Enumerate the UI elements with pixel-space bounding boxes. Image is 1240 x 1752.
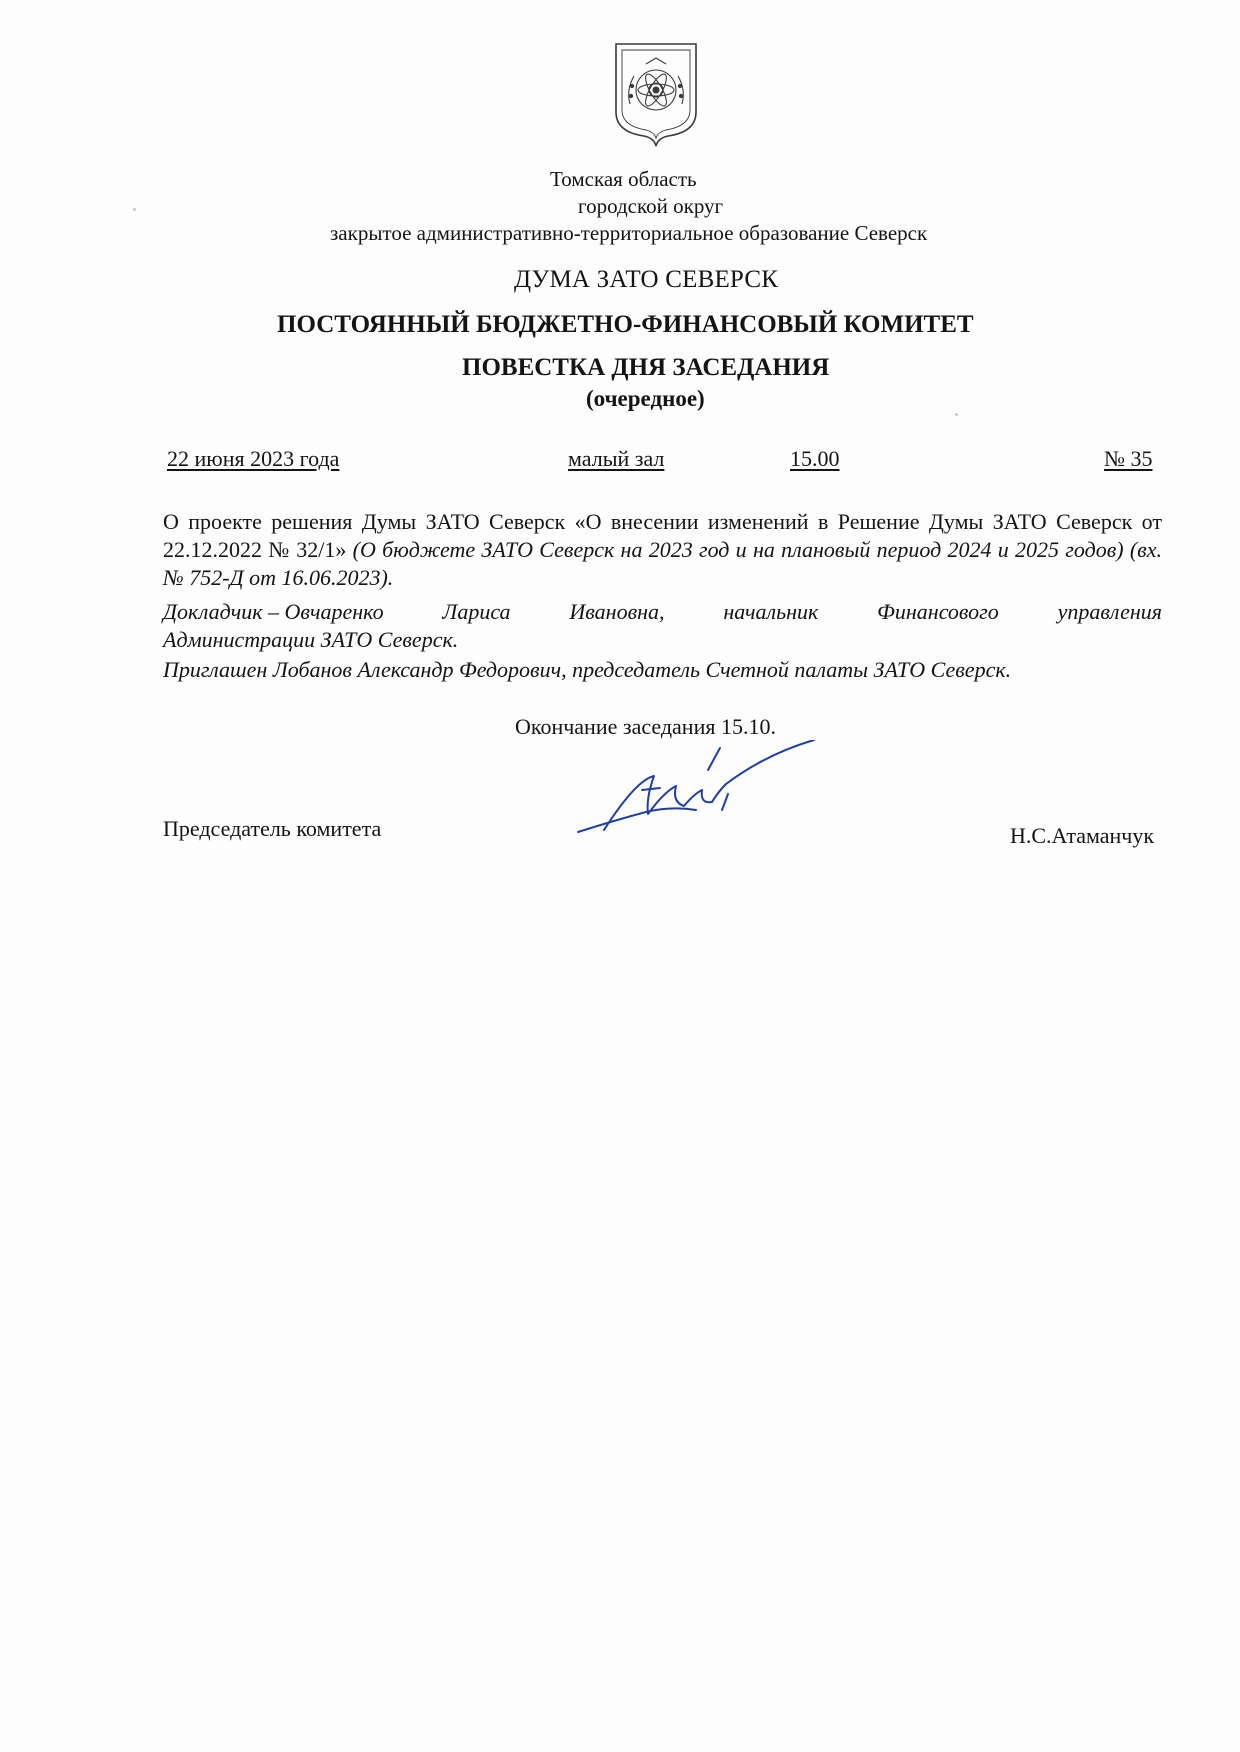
meeting-hall: малый зал [568, 446, 665, 471]
agenda-item [163, 508, 1162, 592]
speaker-word: Финансового [877, 599, 999, 624]
handwritten-signature [576, 740, 826, 840]
scan-speck [955, 413, 958, 416]
invited-line: Приглашен Лобанов Александр Федорович, председатель Счетной палаты ЗАТО Северск. [163, 657, 1012, 682]
meeting-time: 15.00 [790, 446, 840, 471]
closing-line: Окончание заседания 15.10. [515, 714, 776, 739]
agenda-item-italic: (О бюджете ЗАТО Северск на 2023 год и на плановый период 2024 и 2025 годов) (вх. № 752-Д от 16.06.2023). [163, 537, 1162, 590]
speaker-word: Лариса [442, 599, 511, 624]
speaker [163, 598, 1162, 654]
agenda-item-text: О проекте решения Думы ЗАТО Северск «О внесении изменений в Решение Думы ЗАТО Северск от 22.12.2022 № 32/1» [163, 509, 1162, 562]
speaker-word: Докладчик – Овчаренко [163, 599, 384, 624]
speaker-word: Ивановна, [569, 599, 665, 624]
speaker-line-1 [163, 598, 1162, 626]
meeting-date: 22 июня 2023 года [167, 446, 340, 471]
coat-of-arms-icon [612, 40, 700, 148]
chair-title: Председатель комитета [163, 816, 382, 841]
okrug-line: городской округ [578, 194, 724, 218]
chair-name: Н.С.Атаманчук [1010, 823, 1155, 848]
speaker-line-2: Администрации ЗАТО Северск. [163, 627, 459, 652]
committee-title: ПОСТОЯННЫЙ БЮДЖЕТНО-ФИНАНСОВЫЙ КОМИТЕТ [277, 311, 974, 338]
scan-speck [133, 208, 136, 211]
speaker-word: начальник [723, 599, 819, 624]
meeting-number: № 35 [1104, 446, 1153, 471]
zato-line: закрытое административно-территориальное образование Северск [330, 221, 928, 245]
region-line: Томская область [550, 167, 697, 191]
session-kind: (очередное) [586, 386, 705, 411]
duma-title: ДУМА ЗАТО СЕВЕРСК [514, 266, 779, 293]
agenda-title: ПОВЕСТКА ДНЯ ЗАСЕДАНИЯ [462, 354, 830, 381]
speaker-word: управления [1057, 599, 1162, 624]
